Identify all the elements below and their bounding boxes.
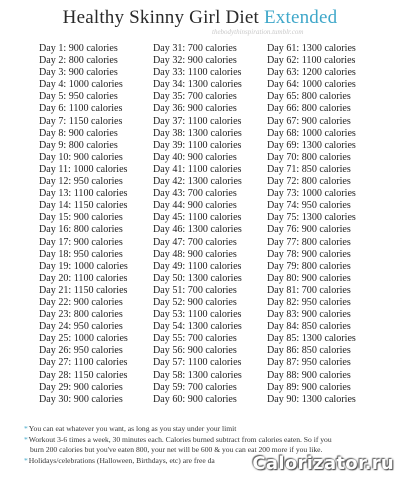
day-entry: Day 15: 900 calories [39,212,123,224]
day-entry: Day 21: 1150 calories [39,284,128,296]
day-entry: Day 72: 800 calories [267,176,351,188]
day-entry: Day 77: 800 calories [267,236,351,248]
day-entry: Day 83: 900 calories [267,309,351,321]
day-entry: Day 22: 900 calories [39,296,123,308]
day-entry: Day 40: 900 calories [153,151,237,163]
day-entry: Day 55: 700 calories [153,333,237,345]
day-entry: Day 14: 1150 calories [39,200,128,212]
day-entry: Day 16: 800 calories [39,224,123,236]
day-entry: Day 19: 1000 calories [39,260,128,272]
day-entry: Day 88: 900 calories [267,369,351,381]
day-entry: Day 17: 900 calories [39,236,123,248]
day-entry: Day 48: 900 calories [153,248,237,260]
day-entry: Day 68: 1000 calories [267,127,356,139]
day-entry: Day 41: 1100 calories [153,163,242,175]
day-entry: Day 23: 800 calories [39,309,123,321]
day-entry: Day 36: 900 calories [153,103,237,115]
day-entry: Day 59: 700 calories [153,381,237,393]
schedule-column-2 [153,43,267,406]
day-entry: Day 51: 700 calories [153,284,237,296]
day-entry: Day 56: 900 calories [153,345,237,357]
day-entry: Day 57: 1100 calories [153,357,242,369]
day-entry: Day 34: 1300 calories [153,79,242,91]
schedule-column-1 [39,43,153,406]
asterisk-icon: * [24,424,28,433]
note-holidays: *Holidays/celebrations (Halloween, Birthdays, etc) are free da [24,455,215,465]
day-entry: Day 86: 850 calories [267,345,351,357]
day-entry: Day 84: 850 calories [267,321,351,333]
day-entry: Day 85: 1300 calories [267,333,356,345]
day-entry: Day 32: 900 calories [153,55,237,67]
day-entry: Day 18: 950 calories [39,248,123,260]
day-entry: Day 50: 1300 calories [153,272,242,284]
note-eat-anything: *You can eat whatever you want, as long as you stay under your limit [24,424,237,433]
day-entry: Day 65: 800 calories [267,91,351,103]
day-entry: Day 54: 1300 calories [153,321,242,333]
day-entry: Day 47: 700 calories [153,236,237,248]
day-entry: Day 26: 950 calories [39,345,123,357]
note-workout-continued: burn 200 calories but you've eaten 800, your net will be 600 & you can eat 200 more if you like. [30,445,323,454]
asterisk-icon: * [24,434,28,444]
day-entry: Day 11: 1000 calories [39,163,128,175]
day-entry: Day 10: 900 calories [39,151,123,163]
day-entry: Day 28: 1150 calories [39,369,128,381]
day-entry: Day 38: 1300 calories [153,127,242,139]
diet-title [0,7,400,29]
note-workout: *Workout 3-6 times a week, 30 minutes each. Calories burned subtract from calories eaten. So if you [24,434,332,444]
day-entry: Day 2: 800 calories [39,55,118,67]
day-entry: Day 60: 900 calories [153,393,237,405]
day-entry: Day 87: 950 calories [267,357,351,369]
day-entry: Day 1: 900 calories [39,43,118,54]
day-entry: Day 46: 1300 calories [153,224,242,236]
day-entry: Day 66: 800 calories [267,103,351,115]
day-entry: Day 20: 1100 calories [39,272,128,284]
day-entry: Day 39: 1100 calories [153,139,242,151]
day-entry: Day 6: 1100 calories [39,103,123,115]
day-entry: Day 35: 700 calories [153,91,237,103]
day-entry: Day 79: 800 calories [267,260,351,272]
day-entry: Day 61: 1300 calories [267,43,356,54]
day-entry: Day 63: 1200 calories [267,67,356,79]
title-main: Healthy Skinny Girl Diet [62,7,260,28]
day-entry: Day 44: 900 calories [153,200,237,212]
day-entry: Day 58: 1300 calories [153,369,242,381]
day-entry: Day 76: 900 calories [267,224,351,236]
day-entry: Day 43: 700 calories [153,188,237,200]
day-entry: Day 78: 900 calories [267,248,351,260]
day-entry: Day 73: 1000 calories [267,188,356,200]
day-entry: Day 80: 900 calories [267,272,351,284]
day-entry: Day 3: 900 calories [39,67,118,79]
source-credit: thebodythinspiration.tumblr.com [212,28,304,36]
day-entry: Day 4: 1000 calories [39,79,123,91]
day-entry: Day 67: 900 calories [267,115,351,127]
schedule-column-3 [267,43,391,406]
title-accent: Extended [263,7,338,28]
day-entry: Day 13: 1100 calories [39,188,128,200]
day-entry: Day 81: 700 calories [267,284,351,296]
day-entry: Day 8: 900 calories [39,127,118,139]
day-entry: Day 24: 950 calories [39,321,123,333]
day-entry: Day 37: 1100 calories [153,115,242,127]
day-entry: Day 30: 900 calories [39,393,123,405]
day-entry: Day 33: 1100 calories [153,67,242,79]
day-entry: Day 74: 950 calories [267,200,351,212]
day-entry: Day 53: 1100 calories [153,309,242,321]
watermark-logo: Calorizator.ru [252,453,394,474]
calorie-schedule [39,43,391,406]
day-entry: Day 90: 1300 calories [267,393,356,405]
day-entry: Day 89: 900 calories [267,381,351,393]
asterisk-icon: * [24,455,28,465]
day-entry: Day 62: 1100 calories [267,55,356,67]
day-entry: Day 45: 1100 calories [153,212,242,224]
day-entry: Day 27: 1100 calories [39,357,128,369]
day-entry: Day 12: 950 calories [39,176,123,188]
day-entry: Day 31: 700 calories [153,43,237,54]
day-entry: Day 71: 850 calories [267,163,351,175]
day-entry: Day 25: 1000 calories [39,333,128,345]
day-entry: Day 69: 1300 calories [267,139,356,151]
day-entry: Day 52: 900 calories [153,296,237,308]
day-entry: Day 75: 1300 calories [267,212,356,224]
day-entry: Day 82: 950 calories [267,296,351,308]
day-entry: Day 9: 800 calories [39,139,118,151]
day-entry: Day 70: 800 calories [267,151,351,163]
day-entry: Day 29: 900 calories [39,381,123,393]
day-entry: Day 7: 1150 calories [39,115,123,127]
day-entry: Day 49: 1100 calories [153,260,242,272]
day-entry: Day 64: 1000 calories [267,79,356,91]
day-entry: Day 42: 1300 calories [153,176,242,188]
day-entry: Day 5: 950 calories [39,91,118,103]
